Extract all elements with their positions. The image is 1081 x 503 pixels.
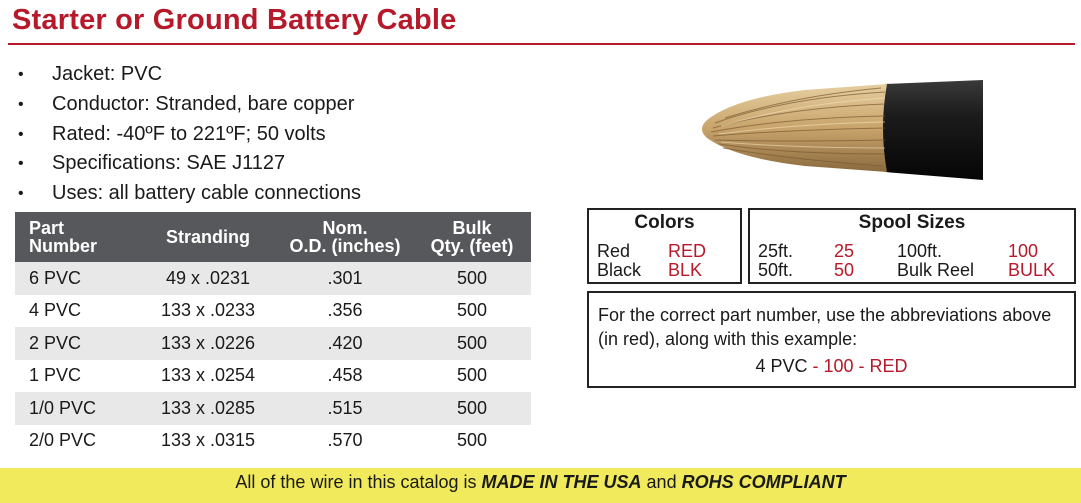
table-row	[15, 327, 531, 360]
column-header: Part Number	[15, 212, 139, 262]
table-cell: 500	[413, 295, 531, 328]
table-cell: .458	[277, 360, 413, 393]
table-header-row	[15, 212, 531, 262]
table-cell: 2 PVC	[15, 327, 139, 360]
title-divider	[8, 43, 1075, 45]
table-cell: 500	[413, 360, 531, 393]
table-cell: 133 x .0226	[139, 327, 277, 360]
column-header: Stranding	[139, 212, 277, 262]
spool-code: BULK	[1008, 260, 1056, 280]
feature-text: Rated: -40ºF to 221ºF; 50 volts	[52, 122, 326, 145]
table-row	[15, 360, 531, 393]
example-separator: -	[853, 356, 870, 376]
feature-text: Specifications: SAE J1127	[52, 152, 286, 175]
specifications-table	[15, 212, 531, 457]
feature-item	[18, 90, 361, 120]
column-header: Nom. O.D. (inches)	[277, 212, 413, 262]
spool-name: 50ft.	[758, 260, 794, 280]
table-cell: 2/0 PVC	[15, 425, 139, 458]
colors-box	[587, 208, 742, 284]
made-in-usa-label: MADE IN THE USA	[481, 472, 642, 492]
table-row	[15, 392, 531, 425]
spool-sizes-box	[748, 208, 1076, 284]
table-cell: 4 PVC	[15, 295, 139, 328]
table-cell: 133 x .0315	[139, 425, 277, 458]
feature-item	[18, 120, 361, 150]
spool-name: 100ft.	[897, 241, 943, 261]
color-code: BLK	[668, 260, 703, 280]
color-name: Red	[597, 241, 631, 261]
table-cell: 49 x .0231	[139, 262, 277, 295]
table-cell: 133 x .0254	[139, 360, 277, 393]
part-number-example	[589, 356, 1074, 377]
column-header: Bulk Qty. (feet)	[413, 212, 531, 262]
table-cell: 500	[413, 425, 531, 458]
table-cell: 500	[413, 262, 531, 295]
example-color: RED	[869, 356, 908, 376]
table-cell: 1/0 PVC	[15, 392, 139, 425]
spool-code: 25	[834, 241, 855, 261]
table-row	[15, 262, 531, 295]
example-separator: -	[807, 356, 824, 376]
spool-code: 50	[834, 260, 855, 280]
bullet-icon: •	[18, 66, 24, 83]
table-cell: .420	[277, 327, 413, 360]
spool-code: 100	[1008, 241, 1039, 261]
battery-cable-image	[695, 68, 985, 188]
page-title: Starter or Ground Battery Cable	[12, 4, 457, 36]
table-cell: .301	[277, 262, 413, 295]
example-part: 4 PVC	[755, 356, 808, 376]
feature-item	[18, 179, 361, 209]
feature-item	[18, 60, 361, 90]
table-cell: 500	[413, 392, 531, 425]
spool-name: Bulk Reel	[897, 260, 975, 280]
bullet-icon: •	[18, 125, 24, 143]
feature-text: Jacket: PVC	[52, 63, 163, 85]
table-cell: .570	[277, 425, 413, 458]
feature-item	[18, 149, 361, 179]
table-cell: .515	[277, 392, 413, 425]
spool-sizes-title: Spool Sizes	[858, 212, 966, 233]
color-name: Black	[597, 260, 642, 280]
footer-prefix: All of the wire in this catalog is	[235, 472, 482, 492]
bullet-icon: •	[18, 185, 24, 203]
note-text: For the correct part number, use the abbreviations above (in red), along with this example:	[598, 305, 1052, 349]
colors-title: Colors	[634, 212, 695, 233]
table-cell: 1 PVC	[15, 360, 139, 393]
table-cell: 133 x .0233	[139, 295, 277, 328]
footer-and: and	[641, 472, 682, 492]
table-cell: 500	[413, 327, 531, 360]
feature-list	[18, 60, 361, 209]
table-cell: 6 PVC	[15, 262, 139, 295]
part-number-note-box	[587, 291, 1076, 388]
table-row	[15, 425, 531, 458]
spool-name: 25ft.	[758, 241, 794, 261]
rohs-label: ROHS COMPLIANT	[681, 472, 846, 492]
footer-banner	[0, 468, 1081, 503]
color-code: RED	[668, 241, 707, 261]
table-cell: 133 x .0285	[139, 392, 277, 425]
table-row	[15, 295, 531, 328]
bullet-icon: •	[18, 95, 24, 113]
example-spool: 100	[823, 356, 854, 376]
feature-text: Conductor: Stranded, bare copper	[52, 92, 355, 115]
bullet-icon: •	[18, 155, 24, 173]
feature-text: Uses: all battery cable connections	[52, 182, 362, 205]
table-cell: .356	[277, 295, 413, 328]
